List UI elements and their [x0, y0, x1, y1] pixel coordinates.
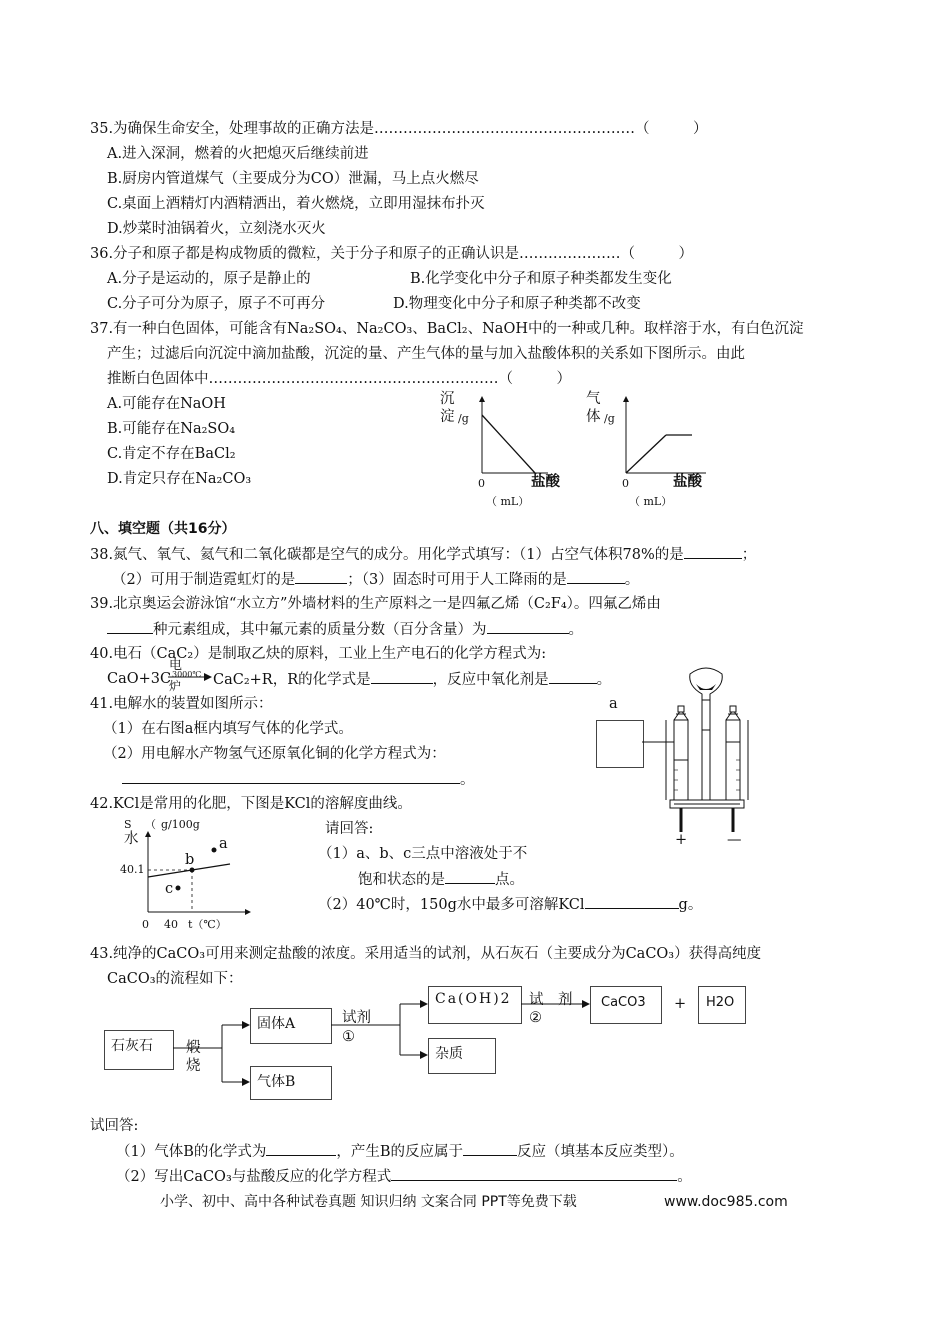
q41-sub1: （1）在右图a框内填写气体的化学式。 [103, 721, 353, 737]
q43-blank-1[interactable] [266, 1141, 336, 1156]
flow-gas-b-label: 气体B [257, 1074, 296, 1090]
q40-line1: 40.电石（CaC₂）是制取乙炔的原料，工业上生产电石的化学方程式为: [90, 646, 547, 662]
q40-cond-top: 电 [169, 658, 183, 673]
flow-solid-a-label: 固体A [257, 1016, 296, 1032]
graph1-xunit: （ mL） [486, 495, 530, 508]
q38-line1-end: ； [741, 547, 757, 563]
q40-eq-right-end: 。 [596, 672, 612, 688]
q40-eq-right-mid: ，反应中氧化剂是 [432, 672, 549, 688]
footer-url[interactable]: www.doc985.com [664, 1194, 788, 1210]
graph1-ylabel-1: 沉 [440, 391, 455, 407]
electrode-plus: + [675, 832, 688, 848]
q40-eq-left: CaO+3C [107, 671, 172, 687]
q43-ask: 试回答: [90, 1118, 139, 1134]
q43-blank-3[interactable] [391, 1166, 677, 1181]
flow-limestone-label: 石灰石 [111, 1038, 153, 1054]
q37-option-a: A.可能存在NaOH [107, 396, 226, 412]
graph-ytick: 40.1 [120, 863, 145, 876]
flow-reagent1-num: ① [342, 1029, 355, 1045]
graph-x40: 40 [164, 918, 178, 931]
q36-option-b: B.化学变化中分子和原子种类都发生变化 [410, 271, 672, 287]
q36-option-d: D.物理变化中分子和原子种类都不改变 [393, 296, 641, 312]
q38-line2-mid: ；（3）固态时可用于人工降雨的是 [347, 572, 567, 588]
flow-reagent2-num: ② [529, 1010, 542, 1026]
q43-sub1-text: （1）气体B的化学式为 [116, 1144, 267, 1160]
q37-option-d: D.肯定只存在Na₂CO₃ [107, 471, 252, 487]
graph2-ylabel-1: 气 [586, 391, 601, 407]
graph-x0: 0 [142, 918, 149, 931]
q41-line1: 41.电解水的装置如图所示： [90, 696, 273, 712]
apparatus-label-a: a [609, 696, 618, 712]
q36-option-c: C.分子可分为原子，原子不可再分 [107, 296, 326, 312]
q43-line1: 43.纯净的CaCO₃可用来测定盐酸的浓度。采用适当的试剂，从石灰石（主要成分为CaCO₃）获得高纯度 [90, 946, 762, 962]
q42-sub2-text: （2）40℃时，150g水中最多可溶解KCl [318, 897, 585, 913]
q40-eq-right-text: CaC₂+R，R的化学式是 [213, 672, 371, 688]
graph2-yunit: /g [604, 412, 615, 425]
graph1-ylabel-2: 淀 [440, 409, 455, 425]
flow-plus: + [674, 996, 687, 1012]
q38-line2-end: 。 [624, 572, 640, 588]
flow-h2o-label: H2O [706, 995, 735, 1010]
q39-line1: 39.北京奥运会游泳馆“水立方”外墙材料的生产原料之一是四氟乙烯（C₂F₄）。四氟乙烯由 [90, 596, 661, 612]
flow-reagent1: 试剂 [342, 1010, 371, 1026]
graph2-xlabel: 盐酸 [673, 474, 702, 490]
q43-blank-2[interactable] [463, 1141, 517, 1156]
q41-sub2: （2）用电解水产物氢气还原氧化铜的化学方程式为： [103, 746, 446, 762]
footer-text: 小学、初中、高中各种试卷真题 知识归纳 文案合同 PPT等免费下载 [160, 1194, 577, 1210]
q35-option-b: B.厨房内管道煤气（主要成分为CO）泄漏，马上点火燃尽 [107, 171, 479, 187]
electrode-minus: — [727, 832, 742, 848]
flow-calcine-2: 烧 [186, 1058, 201, 1074]
q37-line3: 推断白色固体中……………………………………………………（ ） [107, 371, 571, 387]
flow-caco3-label: CaCO3 [601, 995, 646, 1010]
flow-impurity-label: 杂质 [435, 1046, 463, 1062]
flow-reagent2: 试 剂 [529, 992, 573, 1008]
q37-line1: 37.有一种白色固体，可能含有Na₂SO₄、Na₂CO₃、BaCl₂、NaOH中的一种或几种。取样溶于水，有白色沉淀 [90, 321, 804, 337]
q35-option-a: A.进入深洞，燃着的火把熄灭后继续前进 [107, 146, 369, 162]
q43-sub2-end: 。 [677, 1169, 692, 1185]
q36-stem: 36.分子和原子都是构成物质的微粒，关于分子和原子的正确认识是…………………（ ） [90, 246, 694, 262]
q37-option-c: C.肯定不存在BaCl₂ [107, 446, 236, 462]
q41-end: 。 [460, 772, 475, 788]
q43-sub2 [116, 1166, 692, 1187]
graph2-xunit: （ mL） [629, 495, 673, 508]
q37-line2: 产生；过滤后向沉淀中滴加盐酸，沉淀的量、产生气体的量与加入盐酸体积的关系如下图所示。由此 [107, 346, 745, 362]
q36-option-a: A.分子是运动的，原子是静止的 [107, 271, 311, 287]
graph-xlabel: t（℃） [188, 918, 227, 931]
graph1-yunit: /g [458, 412, 469, 425]
graph2-origin: 0 [622, 477, 629, 490]
q35-stem: 35.为确保生命安全，处理事故的正确方法是………………………………………………（ ） [90, 121, 708, 137]
q40-cond-temp: 3000℃ [172, 670, 202, 679]
q43-line2: CaCO₃的流程如下： [107, 971, 243, 987]
q38-line2-text: （2）可用于制造霓虹灯的是 [112, 572, 296, 588]
q42-line1: 42.KCl是常用的化肥，下图是KCl的溶解度曲线。 [90, 796, 412, 812]
q42-sub1b-end: 点。 [495, 872, 524, 888]
graph-y-water: 水 [124, 831, 139, 847]
q42-sub1a: （1）a、b、c三点中溶液处于不 [318, 846, 528, 862]
section-title: 八、填空题（共16分） [90, 521, 236, 537]
q38-line1-text: 38.氮气、氧气、氦气和二氧化碳都是空气的成分。用化学式填写：（1）占空气体积78%的是 [90, 547, 684, 563]
point-c: c [165, 881, 174, 897]
flow-calcine-1: 煅 [186, 1040, 201, 1056]
q42-sub1b-text: 饱和状态的是 [358, 872, 445, 888]
q42-ask: 请回答: [325, 821, 374, 837]
graph1-xlabel: 盐酸 [531, 474, 560, 490]
q39-line2-text: 种元素组成，其中氟元素的质量分数（百分含量）为 [153, 622, 487, 638]
q35-option-c: C.桌面上酒精灯内酒精洒出，着火燃烧，立即用湿抹布扑灭 [107, 196, 485, 212]
graph1-origin: 0 [478, 477, 485, 490]
q39-line2-end: 。 [568, 622, 583, 638]
point-b: b [185, 852, 195, 868]
q43-sub2-text: （2）写出CaCO₃与盐酸反应的化学方程式 [116, 1169, 392, 1185]
flow-caoh2-label: Ca(OH)2 [435, 991, 512, 1007]
q35-option-d: D.炒菜时油锅着火，立刻浇水灭火 [107, 221, 326, 237]
q43-sub1-end: 反应（填基本反应类型）。 [517, 1144, 684, 1160]
graph-y-unit: g/100g [161, 818, 200, 831]
q43-sub1-mid: ，产生B的反应属于 [336, 1144, 464, 1160]
graph-y-s: S [124, 818, 132, 831]
q42-sub2-end: g。 [678, 897, 703, 913]
graph2-ylabel-2: 体 [586, 409, 601, 425]
q40-cond-bottom: 炉 [169, 679, 182, 693]
q37-option-b: B.可能存在Na₂SO₄ [107, 421, 236, 437]
point-a: a [219, 836, 228, 852]
q43-sub1 [116, 1141, 684, 1162]
graph-y-paren: （ [145, 818, 156, 831]
